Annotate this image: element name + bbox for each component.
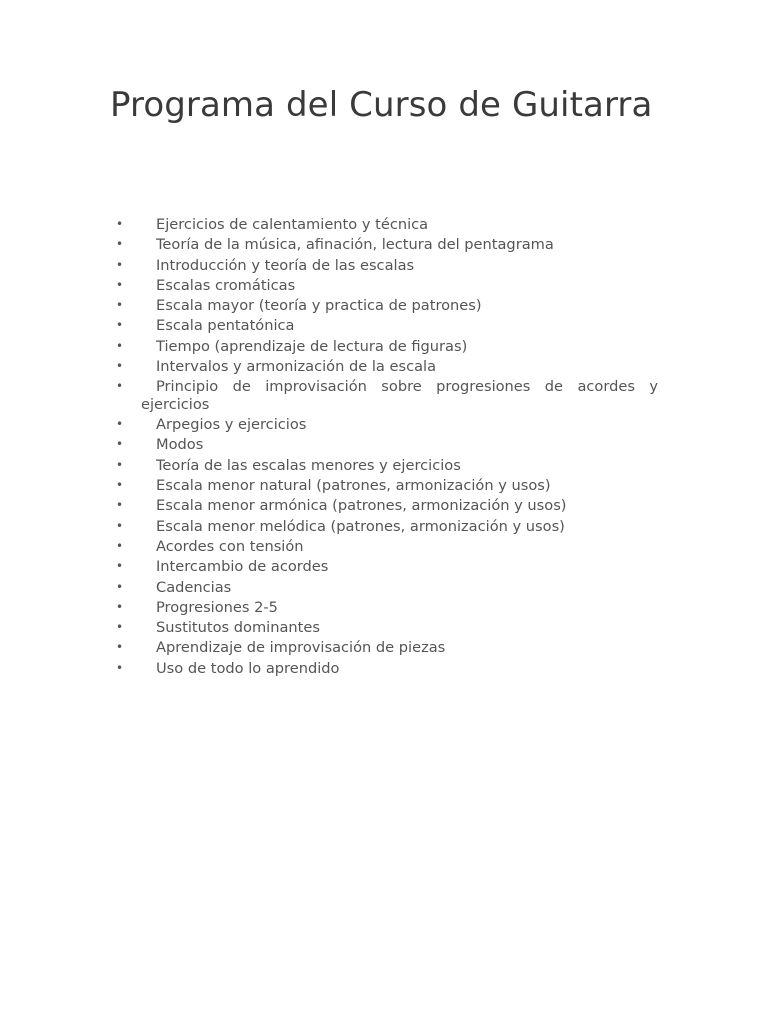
list-item [110, 436, 658, 454]
syllabus-list [110, 216, 658, 680]
list-item [110, 378, 658, 413]
list-item-text: Escala mayor (teoría y practica de patrones) [156, 297, 482, 315]
page-title: Programa del Curso de Guitarra [110, 85, 653, 125]
bullet-icon: • [116, 538, 124, 553]
bullet-icon: • [116, 437, 124, 452]
bullet-icon: • [116, 640, 124, 655]
list-item-text: Ejercicios de calentamiento y técnica [156, 216, 429, 233]
list-item-text: Sustitutos dominantes [156, 619, 320, 637]
list-item-text: Aprendizaje de improvisación de piezas [156, 639, 446, 657]
list-item [110, 660, 658, 678]
list-item-text: Acordes con tensión [156, 537, 304, 555]
list-item [110, 619, 658, 637]
list-item-text: Escala menor armónica (patrones, armonización y usos) [156, 497, 567, 515]
list-item-text: Introducción y teoría de las escalas [156, 256, 415, 274]
bullet-icon: • [116, 620, 124, 635]
list-item [110, 477, 658, 495]
bullet-icon: • [116, 359, 124, 374]
list-item-text: Intercambio de acordes [156, 558, 329, 576]
list-item-text: Escala menor melódica (patrones, armonización y usos) [156, 517, 565, 535]
list-item [110, 579, 658, 597]
bullet-icon: • [116, 478, 124, 493]
bullet-icon: • [116, 457, 124, 472]
list-item [110, 558, 658, 576]
list-item [110, 317, 658, 335]
list-item-text: Progresiones 2-5 [156, 598, 278, 616]
list-item [110, 358, 658, 376]
bullet-icon: • [116, 277, 124, 292]
list-item-text: Escalas cromáticas [156, 276, 296, 294]
bullet-icon: • [116, 237, 124, 252]
list-item-text: Teoría de las escalas menores y ejercicios [156, 456, 461, 474]
list-item [110, 639, 658, 657]
bullet-icon: • [116, 559, 124, 574]
list-item [110, 457, 658, 475]
list-item [110, 257, 658, 275]
bullet-icon: • [116, 298, 124, 313]
list-item-text: Tiempo (aprendizaje de lectura de figuras) [156, 337, 468, 355]
list-item-text: Escala menor natural (patrones, armonización y usos) [156, 477, 551, 495]
list-item-text: Intervalos y armonización de la escala [156, 358, 437, 376]
list-item [110, 416, 658, 434]
list-item [110, 277, 658, 295]
bullet-icon: • [116, 518, 124, 533]
list-item-text: Teoría de la música, afinación, lectura del pentagrama [156, 236, 554, 254]
list-item [110, 297, 658, 315]
list-item [110, 599, 658, 617]
document-page [110, 84, 658, 677]
list-item [110, 236, 658, 254]
list-item [110, 338, 658, 356]
bullet-icon: • [116, 498, 124, 513]
bullet-icon: • [116, 417, 124, 432]
bullet-icon: • [116, 217, 124, 231]
list-item [110, 497, 658, 515]
bullet-icon: • [116, 318, 124, 333]
list-item-text: Arpegios y ejercicios [156, 416, 307, 434]
bullet-icon: • [116, 379, 124, 394]
bullet-icon: • [116, 338, 124, 353]
list-item [110, 538, 658, 556]
list-item-text: Principio de improvisación sobre progresiones de acordes y ejercicios [141, 378, 658, 413]
list-item-text: Modos [156, 436, 204, 454]
bullet-icon: • [116, 579, 124, 594]
list-item-text: Cadencias [156, 578, 232, 596]
list-item [110, 216, 658, 234]
bullet-icon: • [116, 599, 124, 614]
bullet-icon: • [116, 660, 124, 675]
list-item-text: Escala pentatónica [156, 317, 295, 335]
bullet-icon: • [116, 257, 124, 272]
list-item [110, 518, 658, 536]
list-item-text: Uso de todo lo aprendido [156, 659, 340, 677]
